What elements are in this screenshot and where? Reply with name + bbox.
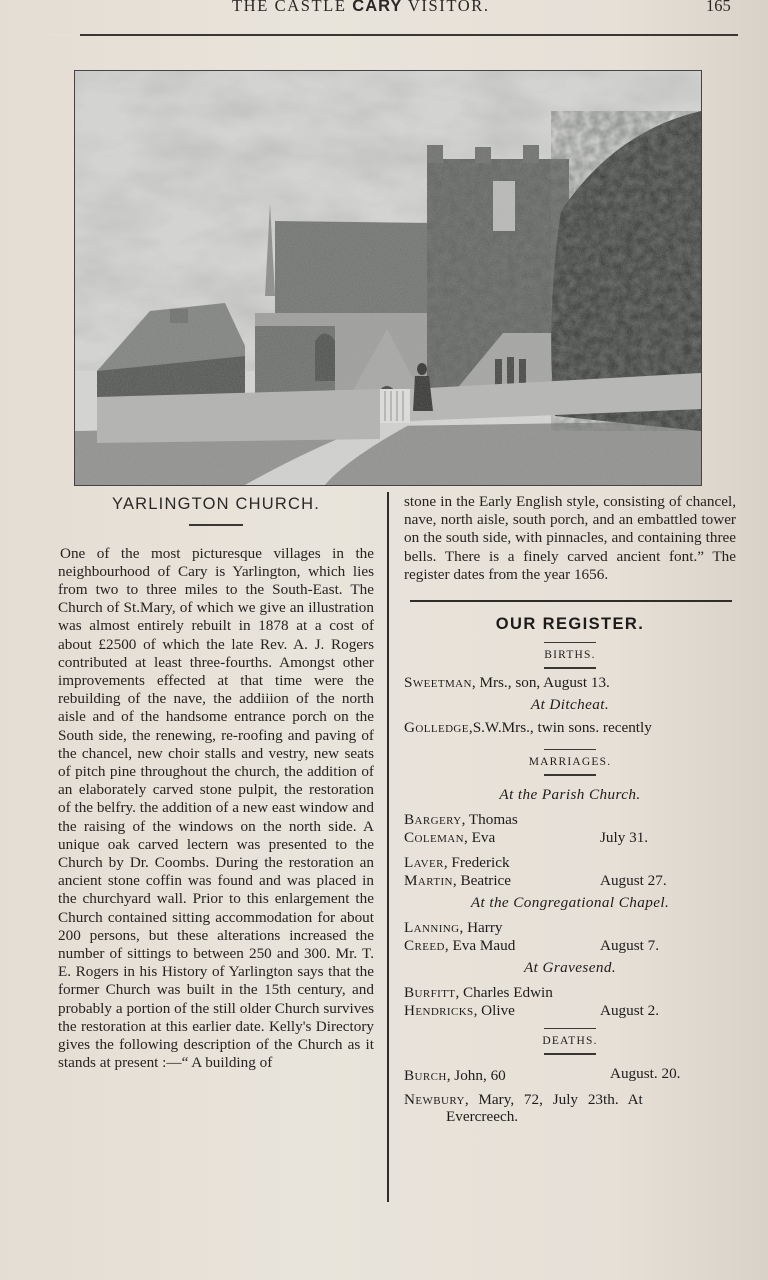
groom-name: , Harry [459, 918, 503, 936]
marriage-date: August 2. [600, 1001, 660, 1019]
marriage-venue: At Gravesend. [523, 958, 617, 976]
groom-surname: Laver [404, 853, 444, 871]
section-rule [544, 749, 596, 751]
marriage-date: August 7. [600, 936, 660, 954]
article-column-left [58, 493, 374, 1072]
marriage-entry [404, 919, 736, 955]
title-suffix: VISITOR. [407, 0, 490, 15]
title-rule [189, 524, 243, 526]
surname: Burch [404, 1066, 447, 1084]
page-number: 165 [706, 0, 731, 15]
bride-name: , Eva [463, 828, 496, 846]
marriage-date: August 27. [600, 871, 667, 889]
deaths-heading: DEATHS. [542, 1035, 598, 1048]
section-rule [410, 600, 732, 602]
marriage-entry [404, 811, 736, 847]
entry-details: ,S.W.Mrs., twin sons. recently [468, 718, 652, 736]
marriage-venue: At the Congregational Chapel. [470, 893, 670, 911]
title-bold: CARY [352, 0, 403, 15]
section-rule [544, 774, 596, 776]
surname: Golledge [404, 718, 469, 736]
marriages-heading: MARRIAGES. [528, 756, 612, 769]
bride-surname: Hendricks [404, 1001, 474, 1019]
register-title: OUR REGISTER. [495, 614, 645, 633]
surname: Newbury [404, 1090, 465, 1108]
header-rule [50, 34, 738, 36]
birth-venue: At Ditcheat. [530, 695, 610, 713]
marriage-date: July 31. [600, 828, 649, 846]
bride-surname: Martin [404, 871, 453, 889]
bride-name: , Eva Maud [444, 936, 516, 954]
article-body-right: stone in the Early English style, consisting of chancel, nave, north aisle, south porch, and an embattled tower on the south side, with pinnacles, and containing three bells. There is a finely carved ancient font.” The register dates from the year 1656. [404, 493, 736, 583]
title-prefix: THE CASTLE [232, 0, 347, 15]
church-illustration [75, 71, 701, 485]
article-column-right [404, 493, 736, 1125]
entry-continuation: Evercreech. [446, 1107, 519, 1125]
groom-surname: Lanning [404, 918, 460, 936]
article-title: YARLINGTON CHURCH. [111, 495, 320, 513]
birth-entry [404, 674, 736, 692]
column-divider [387, 492, 389, 1202]
entry-details: , John, 60 [446, 1066, 506, 1084]
article-body-left: One of the most picturesque villages in the neighbourhood of Cary is Yarlington, which lies from two to three miles to the South-East. The Church of St.Mary, of which we give an illustration was almost entirely rebuilt in 1878 at a cost of about £2500 of which the late Rev. A. J. Rogers contributed at least three-fourths. Amongst other improvements effected at that time were the rebuilding of the nave, the addiiion of the north aisle and of the handsome entrance porch on the South side, the renewing, re-roofing and paving of the chancel, new choir stalls and vestry, new seats of pitch pine throughout the church, the addition of an elaborately carved stone pulpit, the restoration of the belfry. the addition of a new east window and the raising of the windows on the north side. A unique oak carved lectern was presented to the Church by Dr. Coombs. During the restoration an ancient stone coffin was found and was placed in the churchyard wall. Prior to this enlargement the Church contained sitting accommodation for about 200 persons, but these alterations increased the number of sittings to between 250 and 300. Mr. T. E. Rogers in his History of Yarlington says that the former Church was built in the 15th century, and probably a portion of the still older Church survives the restoration at this earlier date. Kelly's Directory gives the following description of the Church as it stands at present :—“ A building of [58, 544, 374, 1072]
section-rule [544, 1028, 596, 1030]
marriage-entry [404, 854, 736, 890]
death-date: August. 20. [610, 1064, 681, 1082]
groom-surname: Bargery [404, 810, 462, 828]
section-rule [544, 1053, 596, 1055]
surname: Sweetman [404, 673, 472, 691]
church-photograph [74, 70, 702, 486]
entry-details: , Mary, 72, July 23th. At [464, 1090, 643, 1108]
death-entry [404, 1064, 736, 1085]
births-heading: BIRTHS. [544, 649, 596, 662]
groom-name: , Frederick [443, 853, 510, 871]
section-rule [544, 642, 596, 644]
publication-title [232, 0, 490, 16]
bride-name: , Beatrice [452, 871, 512, 889]
entry-details: , Mrs., son, August 13. [471, 673, 610, 691]
bride-surname: Coleman [404, 828, 464, 846]
groom-name: , Thomas [461, 810, 518, 828]
death-entry [404, 1091, 736, 1125]
marriage-venue: At the Parish Church. [499, 785, 641, 803]
section-rule [544, 667, 596, 669]
groom-name: , Charles Edwin [455, 983, 553, 1001]
running-head [0, 0, 768, 22]
birth-entry [404, 719, 736, 737]
bride-name: , Olive [473, 1001, 515, 1019]
bride-surname: Creed [404, 936, 445, 954]
groom-surname: Burfitt [404, 983, 456, 1001]
marriage-entry [404, 984, 736, 1020]
